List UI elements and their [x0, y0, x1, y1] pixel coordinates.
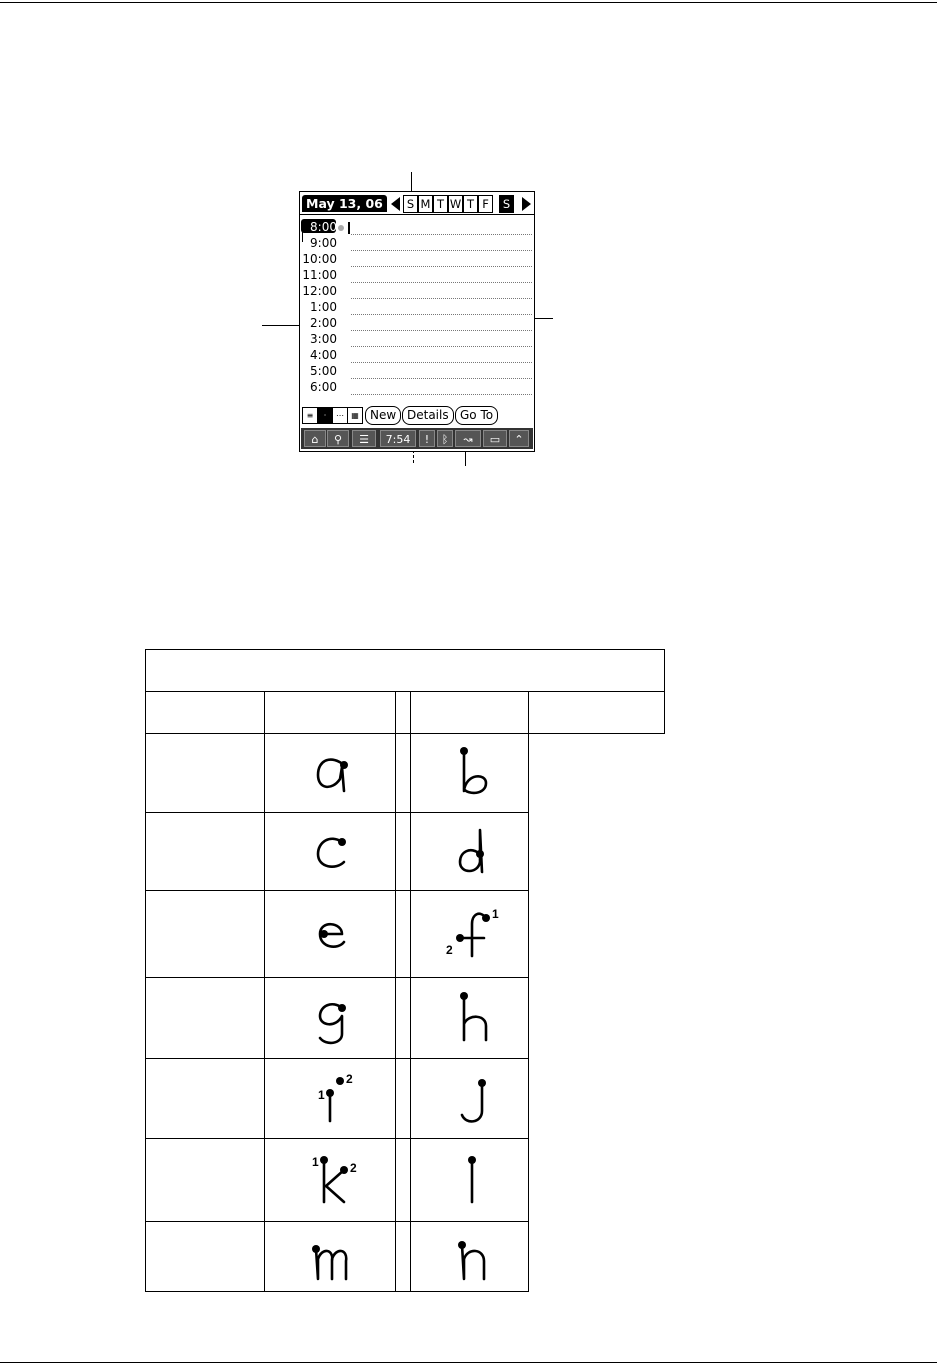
table-row [146, 1059, 665, 1139]
letter-cell [396, 978, 411, 1059]
stroke-path [464, 751, 486, 793]
date-title[interactable]: May 13, 06 [302, 195, 387, 212]
find-icon[interactable]: ⚲ [327, 430, 349, 447]
day-wednesday[interactable]: W [449, 197, 462, 211]
graffiti-icon[interactable]: ↝ [455, 430, 481, 447]
calendar-screen [299, 191, 535, 452]
time-label: 1:00 [310, 300, 337, 314]
graffiti-f-stroke-icon [420, 904, 520, 964]
letter-cell [146, 978, 265, 1059]
stroke-order-label: 2 [445, 943, 453, 957]
column-header-stroke-right [529, 692, 665, 734]
stroke-start-dot [476, 850, 484, 858]
letter-cell [396, 891, 411, 978]
bottom-rule [0, 1362, 937, 1363]
graffiti-h-stroke-icon [420, 988, 520, 1048]
stroke-cell [265, 1059, 396, 1139]
table-row [146, 1139, 665, 1222]
stroke-cell [411, 734, 529, 813]
title-bar [300, 192, 534, 215]
list-view-icon[interactable]: ≡ [302, 407, 318, 424]
column-header-letter-right [411, 692, 529, 734]
stroke-start-dot [320, 930, 328, 938]
day-thursday[interactable]: T [463, 195, 478, 213]
slot-line [351, 282, 532, 283]
time-slot[interactable] [302, 284, 534, 300]
stroke-order-label: 1 [312, 1155, 319, 1169]
letter-cell [146, 1139, 265, 1222]
slot-line [351, 378, 532, 379]
stroke-cell [411, 978, 529, 1059]
stroke-path [316, 1249, 346, 1279]
previous-week-arrow-icon[interactable] [391, 197, 400, 211]
time-label: 6:00 [310, 380, 337, 394]
show-input-icon[interactable]: ⌃ [509, 430, 529, 447]
stroke-start-dot [482, 914, 490, 922]
stroke-cell [411, 1059, 529, 1139]
glyph-rows [146, 734, 665, 1292]
time-label: 5:00 [310, 364, 337, 378]
letter-cell [396, 1139, 411, 1222]
details-button[interactable]: Details [402, 406, 454, 425]
table-row [146, 734, 665, 813]
graffiti-n-stroke-icon [420, 1227, 520, 1287]
letter-cell [146, 813, 265, 891]
table-row [146, 1222, 665, 1292]
letter-cell [146, 734, 265, 813]
graffiti-l-stroke-icon [420, 1150, 520, 1210]
stroke-cell [265, 734, 396, 813]
day-tuesday[interactable]: T [433, 195, 448, 213]
time-slot[interactable] [302, 332, 534, 348]
home-icon[interactable]: ⌂ [304, 430, 326, 447]
stroke-start-dot [468, 1156, 476, 1164]
slot-line [351, 330, 532, 331]
graffiti-k-stroke-icon [280, 1150, 380, 1210]
time-label: 11:00 [302, 268, 337, 282]
graffiti-d-stroke-icon [420, 822, 520, 882]
stroke-start-dot [338, 838, 346, 846]
time-label: 12:00 [302, 284, 337, 298]
stroke-start-dot [338, 1004, 346, 1012]
time-slot[interactable] [302, 316, 534, 332]
stroke-order-label: 2 [350, 1161, 357, 1175]
slot-line [351, 266, 532, 267]
day-saturday[interactable]: S [499, 195, 514, 213]
stroke-cell [411, 1222, 529, 1292]
stroke-start-dot [336, 1077, 344, 1085]
stroke-start-dot [456, 934, 464, 942]
letter-cell [146, 1059, 265, 1139]
graffiti-b-stroke-icon [420, 743, 520, 803]
slot-line [351, 314, 532, 315]
graffiti-g-stroke-icon [280, 988, 380, 1048]
new-button[interactable]: New [365, 406, 401, 425]
next-week-arrow-icon[interactable] [522, 197, 531, 211]
status-bar [301, 428, 533, 449]
letter-cell [146, 1222, 265, 1292]
stroke-cell [265, 1222, 396, 1292]
letter-cell [146, 891, 265, 978]
time-label: 8:00 [310, 220, 337, 234]
table-row [146, 891, 665, 978]
letter-cell [396, 813, 411, 891]
letter-cell [396, 1059, 411, 1139]
time-slot[interactable] [302, 300, 534, 316]
time-slot[interactable] [302, 268, 534, 284]
stroke-cell [265, 813, 396, 891]
bluetooth-icon[interactable]: ᛒ [437, 430, 453, 447]
month-view-icon[interactable]: ▦ [347, 407, 363, 424]
slot-line [351, 362, 532, 363]
stroke-cell [265, 978, 396, 1059]
time-slot[interactable] [302, 380, 534, 396]
graffiti-c-stroke-icon [280, 822, 380, 882]
stroke-path [324, 1160, 344, 1202]
graffiti-i-stroke-icon [280, 1069, 380, 1129]
top-rule [0, 2, 937, 3]
day-sunday[interactable]: S [403, 195, 418, 213]
stroke-path [462, 1083, 482, 1121]
stroke-start-dot [460, 992, 468, 1000]
week-view-icon[interactable]: ⋯ [332, 407, 348, 424]
stroke-start-dot [478, 1079, 486, 1087]
stroke-start-dot [340, 1166, 348, 1174]
slot-line [351, 250, 532, 251]
table-row [146, 813, 665, 891]
column-header-stroke-left [265, 692, 396, 734]
stroke-start-dot [312, 1245, 320, 1253]
time-slot[interactable] [302, 364, 534, 380]
column-header-letter-left [146, 692, 265, 734]
graffiti-j-stroke-icon [420, 1069, 520, 1129]
view-bar [301, 405, 533, 425]
clock-time[interactable]: 7:54 [380, 430, 416, 447]
graffiti-a-stroke-icon [280, 743, 380, 803]
letter-cell [396, 1222, 411, 1292]
time-slot[interactable] [302, 252, 534, 268]
input-area-icon[interactable]: ▭ [483, 430, 507, 447]
slot-line [351, 346, 532, 347]
time-slot[interactable] [302, 348, 534, 364]
stroke-order-label: 1 [318, 1087, 325, 1102]
day-monday[interactable]: M [418, 195, 433, 213]
stroke-order-label: 1 [491, 907, 499, 921]
stroke-cell [265, 1139, 396, 1222]
graffiti-m-stroke-icon [280, 1227, 380, 1287]
stroke-cell [411, 891, 529, 978]
letter-cell [396, 734, 411, 813]
time-label: 3:00 [310, 332, 337, 346]
slot-line [351, 298, 532, 299]
time-label: 9:00 [310, 236, 337, 250]
stroke-start-dot [320, 1156, 328, 1164]
time-label: 4:00 [310, 348, 337, 362]
stroke-path [464, 996, 486, 1040]
table-divider [396, 692, 411, 734]
slot-line [351, 394, 532, 395]
stroke-cell [265, 891, 396, 978]
alert-icon[interactable]: ! [419, 430, 435, 447]
stroke-cell [411, 813, 529, 891]
day-view-icon[interactable]: · [317, 407, 333, 424]
graffiti-e-stroke-icon [280, 904, 380, 964]
callout-line-top [411, 172, 412, 192]
stroke-start-dot [458, 1241, 466, 1249]
time-label: 10:00 [302, 252, 337, 266]
stroke-path [460, 914, 486, 956]
day-friday[interactable]: F [478, 195, 493, 213]
time-slot[interactable] [302, 236, 534, 252]
stroke-start-dot [460, 747, 468, 755]
menu-icon[interactable]: ☰ [352, 430, 376, 447]
slot-line [351, 234, 532, 235]
time-slot[interactable] [302, 220, 534, 236]
stroke-cell [411, 1139, 529, 1222]
stroke-path [462, 1245, 484, 1279]
go-to-button[interactable]: Go To [455, 406, 498, 425]
table-header [146, 650, 665, 692]
graffiti-table [145, 649, 665, 1292]
stroke-order-label: 2 [346, 1071, 353, 1086]
table-row [146, 978, 665, 1059]
stroke-start-dot [340, 761, 348, 769]
stroke-start-dot [326, 1089, 334, 1097]
time-label: 2:00 [310, 316, 337, 330]
